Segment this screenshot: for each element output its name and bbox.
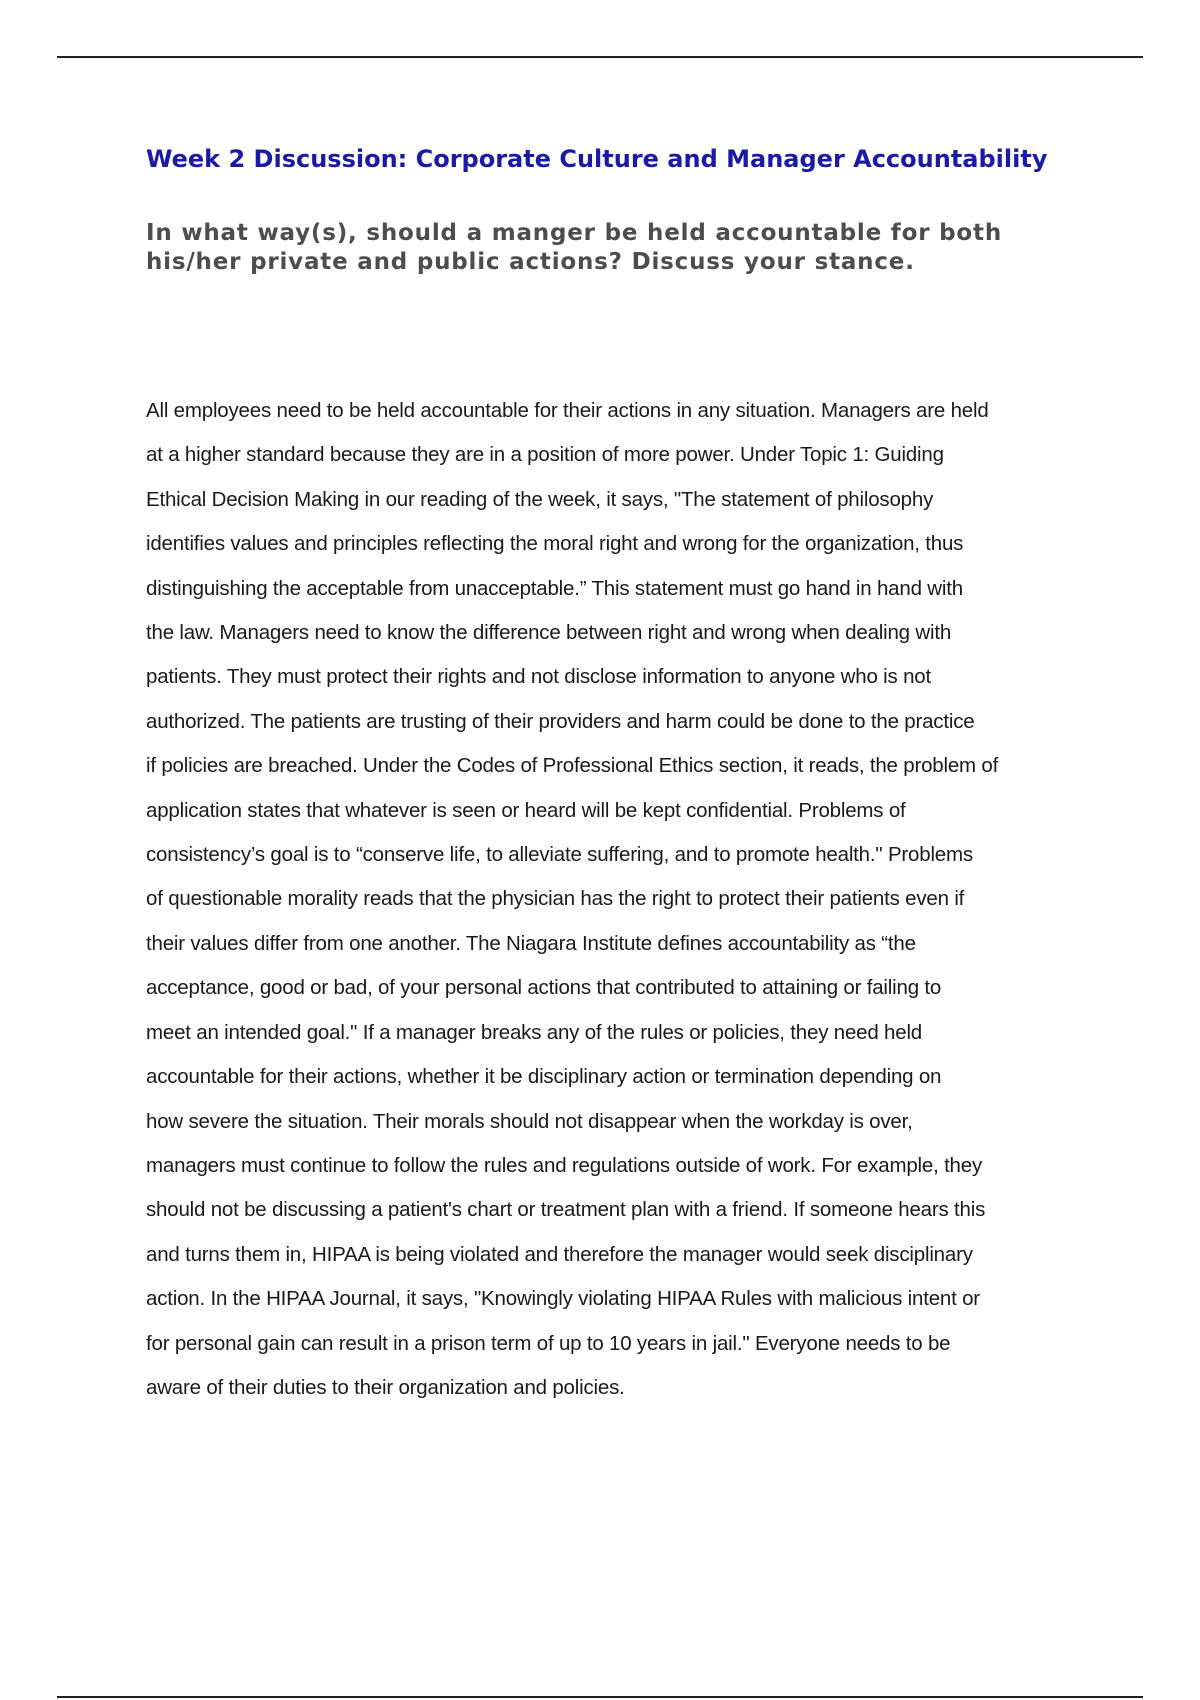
- body-line: of questionable morality reads that the physician has the right to protect their patients even if: [146, 887, 965, 911]
- body-line: meet an intended goal." If a manager breaks any of the rules or policies, they need held: [146, 1020, 923, 1044]
- body-line: action. In the HIPAA Journal, it says, "Knowingly violating HIPAA Rules with malicious intent or: [146, 1287, 980, 1311]
- question-line: In what way(s), should a manger be held accountable for both: [146, 220, 1002, 246]
- body-line: acceptance, good or bad, of your personal actions that contributed to attaining or failing to: [146, 976, 942, 1000]
- body-line: should not be discussing a patient's chart or treatment plan with a friend. If someone hears this: [146, 1198, 986, 1222]
- body-line: at a higher standard because they are in a position of more power. Under Topic 1: Guiding: [146, 443, 944, 467]
- body-line: patients. They must protect their rights and not disclose information to anyone who is not: [146, 665, 931, 689]
- body-line: the law. Managers need to know the difference between right and wrong when dealing with: [146, 621, 952, 645]
- question-line: his/her private and public actions? Discuss your stance.: [146, 249, 915, 275]
- body-line: their values differ from one another. The Niagara Institute defines accountability as “the: [146, 931, 916, 955]
- body-line: identifies values and principles reflecting the moral right and wrong for the organization, thus: [146, 532, 964, 556]
- body-line: if policies are breached. Under the Codes of Professional Ethics section, it reads, the problem of: [146, 754, 999, 778]
- body-line: Ethical Decision Making in our reading of the week, it says, "The statement of philosophy: [146, 487, 934, 511]
- document-title: Week 2 Discussion: Corporate Culture and Manager Accountability: [146, 145, 1048, 173]
- body-line: how severe the situation. Their morals should not disappear when the workday is over,: [146, 1109, 913, 1133]
- body-line: consistency’s goal is to “conserve life, to alleviate suffering, and to promote health." Problems: [146, 843, 973, 867]
- body-line: for personal gain can result in a prison term of up to 10 years in jail." Everyone needs to be: [146, 1331, 951, 1355]
- top-rule: [57, 56, 1143, 58]
- body-line: distinguishing the acceptable from unacceptable.” This statement must go hand in hand with: [146, 576, 963, 600]
- discussion-question: [146, 219, 1046, 277]
- body-line: managers must continue to follow the rules and regulations outside of work. For example, they: [146, 1153, 983, 1177]
- discussion-response: [146, 389, 1086, 1410]
- body-line: and turns them in, HIPAA is being violated and therefore the manager would seek disciplinary: [146, 1242, 973, 1266]
- body-line: accountable for their actions, whether it be disciplinary action or termination depending on: [146, 1065, 942, 1089]
- bottom-rule: [57, 1696, 1143, 1698]
- body-line: aware of their duties to their organization and policies.: [146, 1375, 625, 1399]
- body-line: All employees need to be held accountable for their actions in any situation. Managers are held: [146, 399, 989, 422]
- body-line: application states that whatever is seen or heard will be kept confidential. Problems of: [146, 798, 906, 822]
- body-line: authorized. The patients are trusting of their providers and harm could be done to the practice: [146, 709, 975, 733]
